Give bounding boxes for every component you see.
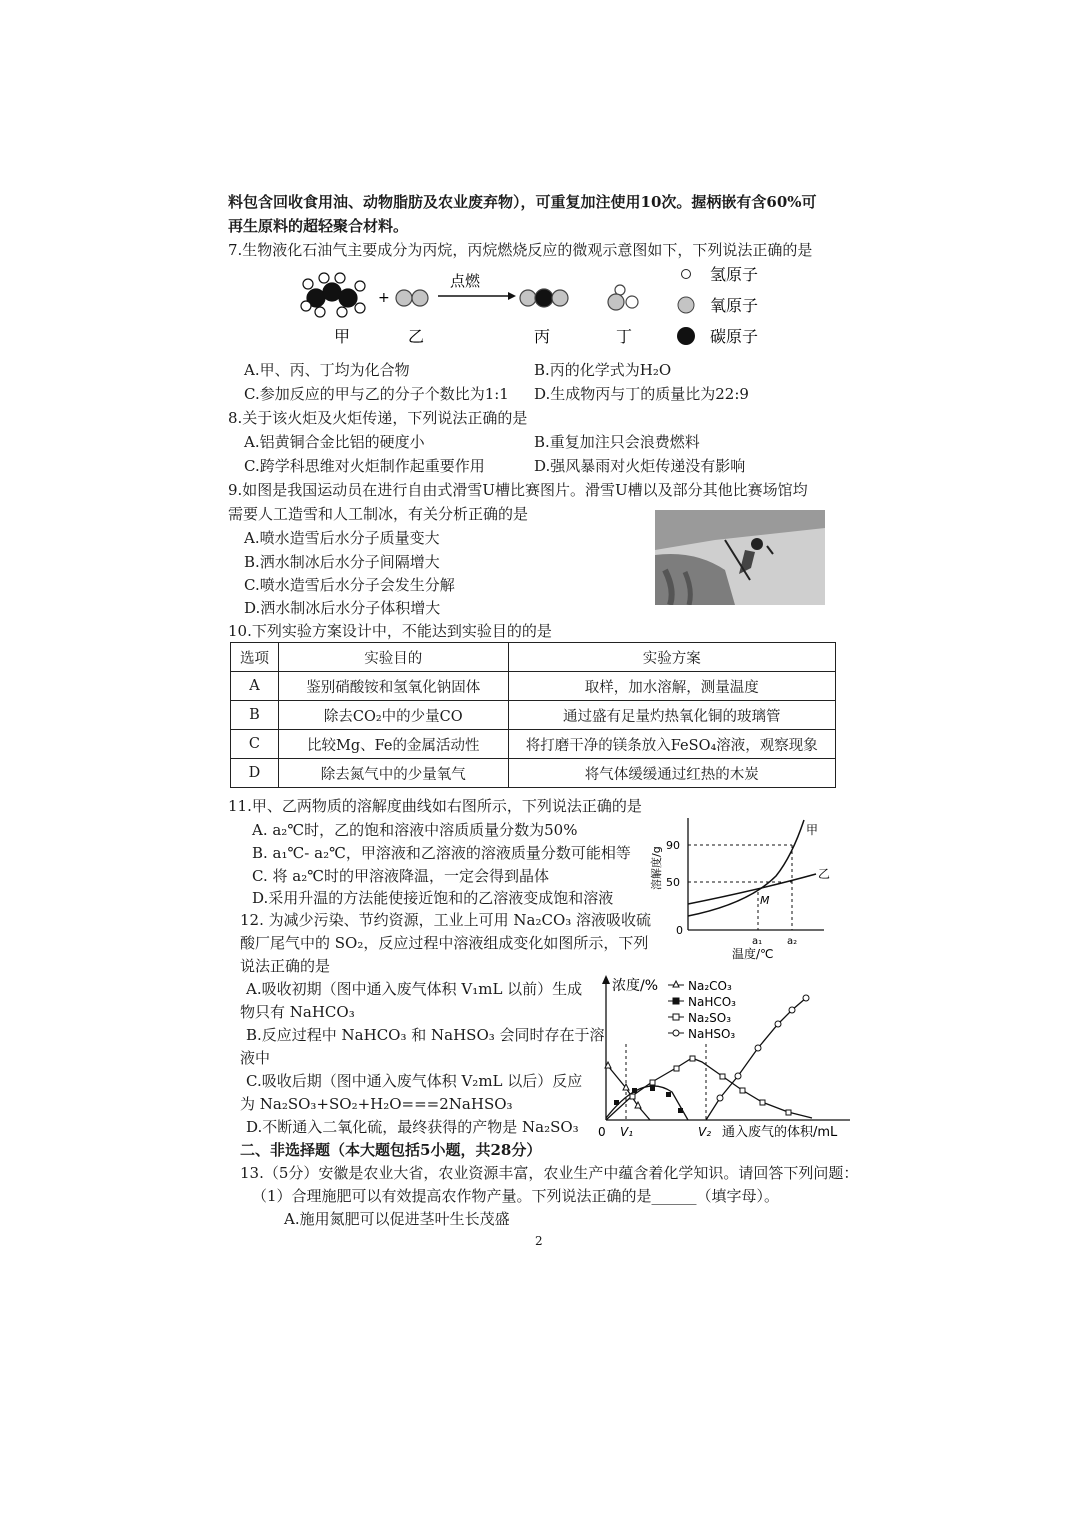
q12-line-3: 说法正确的是 (240, 957, 331, 975)
q7-option-d: D.生成物丙与丁的质量比为22:9 (534, 385, 749, 403)
oxygen-atom-icon (678, 297, 694, 313)
q7-option-b: B.丙的化学式为H₂O (534, 361, 672, 379)
q12-line-1: 12. 为减少污染、节约资源，工业上可用 Na₂CO₃ 溶液吸收硫 (240, 911, 652, 929)
oxygen-molecule (396, 290, 428, 306)
label-ding: 丁 (616, 327, 633, 346)
label-bing: 丙 (534, 327, 551, 346)
q12-option-a-1: A.吸收初期（图中通入废气体积 V₁mL 以前）生成 (246, 980, 583, 998)
series-label-yi: 乙 (818, 867, 831, 881)
water-molecule (608, 285, 638, 310)
legend-nahco3: NaHCO₃ (688, 995, 736, 1009)
q8-option-a: A.铝黄铜合金比铝的硬度小 (244, 433, 425, 451)
origin-label: 0 (598, 1125, 606, 1139)
y-axis-label: 溶解度/g (650, 846, 663, 890)
q13-stem: 13.（5分）安徽是农业大省，农业资源丰富，农业生产中蕴含着化学知识。请回答下列问题： (240, 1164, 859, 1182)
q12-option-c-1: C.吸收后期（图中通入废气体积 V₂mL 以后）反应 (246, 1072, 583, 1090)
q11-option-a: A. a₂℃时，乙的饱和溶液中溶质质量分数为50% (252, 821, 578, 839)
q7-reaction-diagram (290, 262, 790, 352)
q13-sub-1: （1）合理施肥可以有效提高农作物产量。下列说法正确的是______（填字母）。 (252, 1187, 780, 1205)
table-row (231, 672, 836, 701)
xtick-v1: V₁ (620, 1125, 634, 1139)
q8-option-c: C.跨学科思维对火炬制作起重要作用 (244, 457, 485, 475)
legend-na2so3: Na₂SO₃ (688, 1011, 732, 1025)
label-yi: 乙 (408, 327, 425, 346)
q8-option-b: B.重复加注只会浪费燃料 (534, 433, 700, 451)
xtick-a2: a₂ (787, 936, 798, 947)
table-cell: 除去氮气中的少量氧气 (278, 759, 508, 788)
section-2-heading: 二、非选择题（本大题包括5小题，共28分） (240, 1141, 542, 1159)
q9-option-a: A.喷水造雪后水分子质量变大 (244, 529, 440, 547)
table-header-row (231, 643, 836, 672)
table-cell: D (231, 759, 279, 788)
table-header: 选项 (231, 643, 279, 672)
q12-option-b-2: 液中 (240, 1049, 271, 1067)
q9-option-c: C.喷水造雪后水分子会发生分解 (244, 576, 455, 594)
q7-option-a: A.甲、丙、丁均为化合物 (244, 361, 410, 379)
skiing-photo (655, 510, 825, 605)
ytick-50: 50 (666, 876, 680, 889)
table-row (231, 701, 836, 730)
curve-yi (688, 874, 816, 904)
ytick-0: 0 (676, 924, 683, 937)
q12-line-2: 酸厂尾气中的 SO₂，反应过程中溶液组成变化如图所示，下列 (240, 934, 649, 952)
q12-option-b-1: B.反应过程中 NaHCO₃ 和 NaHSO₃ 会同时存在于溶 (246, 1026, 605, 1044)
co2-molecule (520, 289, 568, 307)
q10-table (230, 642, 836, 788)
table-header: 实验目的 (278, 643, 508, 672)
legend-carbon: 碳原子 (710, 327, 759, 346)
table-cell: A (231, 672, 279, 701)
q11-option-d: D.采用升温的方法能使接近饱和的乙溶液变成饱和溶液 (252, 889, 614, 907)
hydrogen-atom-icon (682, 270, 691, 279)
table-cell: 比较Mg、Fe的金属活动性 (278, 730, 508, 759)
q9-option-b: B.洒水制冰后水分子间隔增大 (244, 553, 440, 571)
q10-stem: 10.下列实验方案设计中，不能达到实验目的的是 (228, 622, 552, 640)
na2so3-markers (630, 1056, 791, 1115)
table-cell: 将打磨干净的镁条放入FeSO₄溶液，观察现象 (508, 730, 835, 759)
q12-option-c-2: 为 Na₂SO₃+SO₂+H₂O===2NaHSO₃ (240, 1095, 513, 1113)
propane-molecule (301, 273, 365, 317)
table-row (231, 730, 836, 759)
x-axis-label: 温度/℃ (732, 947, 774, 961)
legend-nahso3: NaHSO₃ (688, 1027, 736, 1041)
label-jia: 甲 (334, 327, 351, 346)
table-cell: B (231, 701, 279, 730)
q9-option-d: D.洒水制冰后水分子体积增大 (244, 599, 441, 617)
carbon-atom-icon (677, 327, 695, 345)
q12-option-d: D.不断通入二氧化硫，最终获得的产物是 Na₂SO₃ (246, 1118, 579, 1136)
curve-jia (688, 820, 804, 916)
legend-markers (668, 981, 684, 1036)
q8-option-d: D.强风暴雨对火炬传递没有影响 (534, 457, 746, 475)
skier-image-icon (655, 510, 825, 605)
series-label-jia: 甲 (806, 823, 819, 837)
intro-line-1: 料包含回收食用油、动物脂肪及农业废弃物），可重复加注使用10次。握柄嵌有含60%可 (228, 193, 817, 211)
table-cell: C (231, 730, 279, 759)
x-axis-label: 通入废气的体积/mL (722, 1125, 838, 1140)
solubility-chart (648, 812, 838, 962)
q9-stem-1: 9.如图是我国运动员在进行自由式滑雪U槽比赛图片。滑雪U槽以及部分其他比赛场馆均 (228, 481, 808, 499)
q13-option-a: A.施用氮肥可以促进茎叶生长茂盛 (284, 1210, 510, 1228)
xtick-a1: a₁ (752, 936, 763, 947)
plus-sign: + (378, 290, 390, 306)
table-header: 实验方案 (508, 643, 835, 672)
ignite-label: 点燃 (450, 272, 481, 290)
intro-line-2: 再生原料的超轻聚合材料。 (228, 217, 409, 235)
q9-stem-2: 需要人工造雪和人工制冰，有关分析正确的是 (228, 505, 529, 523)
table-cell: 将气体缓缓通过红热的木炭 (508, 759, 835, 788)
q8-stem: 8.关于该火炬及火炬传递，下列说法正确的是 (228, 409, 528, 427)
point-m-label: M (760, 894, 770, 907)
legend-na2co3: Na₂CO₃ (688, 979, 732, 993)
q11-stem: 11.甲、乙两物质的溶解度曲线如右图所示，下列说法正确的是 (228, 797, 642, 815)
table-cell: 鉴别硝酸铵和氢氧化钠固体 (278, 672, 508, 701)
page-number: 2 (535, 1234, 543, 1248)
q11-option-b: B. a₁℃- a₂℃，甲溶液和乙溶液的溶液质量分数可能相等 (252, 844, 631, 862)
table-row (231, 759, 836, 788)
q12-option-a-2: 物只有 NaHCO₃ (240, 1003, 355, 1021)
legend-oxygen: 氧原子 (710, 296, 759, 315)
y-axis-label: 浓度/% (612, 978, 659, 994)
legend-hydrogen: 氢原子 (710, 265, 759, 284)
table-cell: 取样，加水溶解，测量温度 (508, 672, 835, 701)
xtick-v2: V₂ (698, 1125, 712, 1139)
y-axis-arrow-icon (602, 975, 610, 984)
ytick-90: 90 (666, 839, 680, 852)
table-cell: 通过盛有足量灼热氧化铜的玻璃管 (508, 701, 835, 730)
q7-option-c: C.参加反应的甲与乙的分子个数比为1:1 (244, 385, 509, 403)
q11-option-c: C. 将 a₂℃时的甲溶液降温，一定会得到晶体 (252, 867, 549, 885)
concentration-chart (592, 972, 860, 1142)
arrow-head-icon (508, 292, 516, 300)
table-cell: 除去CO₂中的少量CO (278, 701, 508, 730)
q7-stem: 7.生物液化石油气主要成分为丙烷，丙烷燃烧反应的微观示意图如下，下列说法正确的是 (228, 241, 813, 259)
